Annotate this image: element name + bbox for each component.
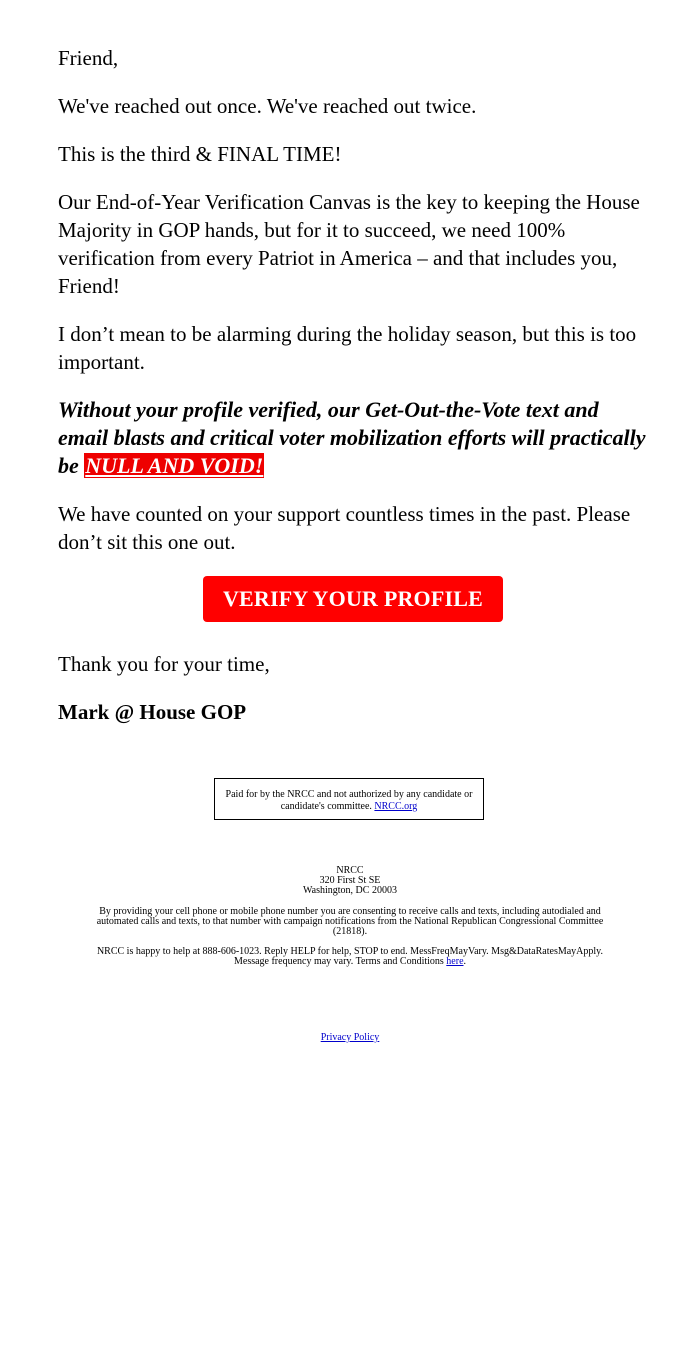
greeting: Friend,	[58, 46, 119, 70]
verify-profile-button[interactable]: VERIFY YOUR PROFILE	[203, 576, 503, 622]
paid-for-disclaimer	[214, 778, 484, 820]
closing: Thank you for your time,	[58, 652, 270, 676]
paragraph-4: I don’t mean to be alarming during the holiday season, but this is too important.	[58, 322, 637, 374]
signature: Mark @ House GOP	[58, 700, 247, 724]
privacy-policy-link[interactable]: Privacy Policy	[320, 1032, 380, 1043]
paragraph-1: We've reached out once. We've reached out twice.	[58, 94, 477, 118]
city: Washington, DC 20003	[303, 885, 397, 896]
address-block	[90, 866, 610, 896]
email-body	[58, 44, 648, 746]
org-name: NRCC	[336, 865, 364, 876]
paragraph-2: This is the third & FINAL TIME!	[58, 142, 342, 166]
help-copy: NRCC is happy to help at 888-606-1023. Reply HELP for help, STOP to end. MessFreqMayVary. Msg&DataRatesMayApply. Message frequency may vary. Terms and Conditions	[96, 946, 604, 967]
disclaimer-text: Paid for by the NRCC and not authorized by any candidate or candidate's committee.	[225, 789, 473, 812]
consent-text: By providing your cell phone or mobile phone number you are consenting to receive calls and texts, including autodialed and automated calls and texts, to that number with campaign notifications from the National Republican Congressional Committee (21818).	[96, 906, 604, 937]
nrcc-link[interactable]: NRCC.org	[374, 801, 418, 812]
paragraph-3: Our End-of-Year Verification Canvas is the key to keeping the House Majority in GOP hands, but for it to succeed, we need 100% verification from every Patriot in America – and that includes you, Friend!	[58, 190, 640, 298]
paragraph-6: We have counted on your support countless times in the past. Please don’t sit this one out.	[58, 502, 631, 554]
street: 320 First St SE	[319, 875, 381, 886]
warning-text: Without your profile verified, our Get-Out-the-Vote text and email blasts and critical voter mobilization efforts will practically be	[58, 397, 646, 478]
paragraph-5	[58, 396, 648, 480]
help-text: NRCC is happy to help at 888-606-1023. Reply HELP for help, STOP to end. MessFreqMayVary. Msg&DataRatesMayApply. Message frequency may vary. Terms and Conditions here.	[96, 946, 604, 967]
terms-link[interactable]: here	[446, 956, 464, 967]
null-and-void-highlight: NULL AND VOID!	[85, 453, 264, 478]
